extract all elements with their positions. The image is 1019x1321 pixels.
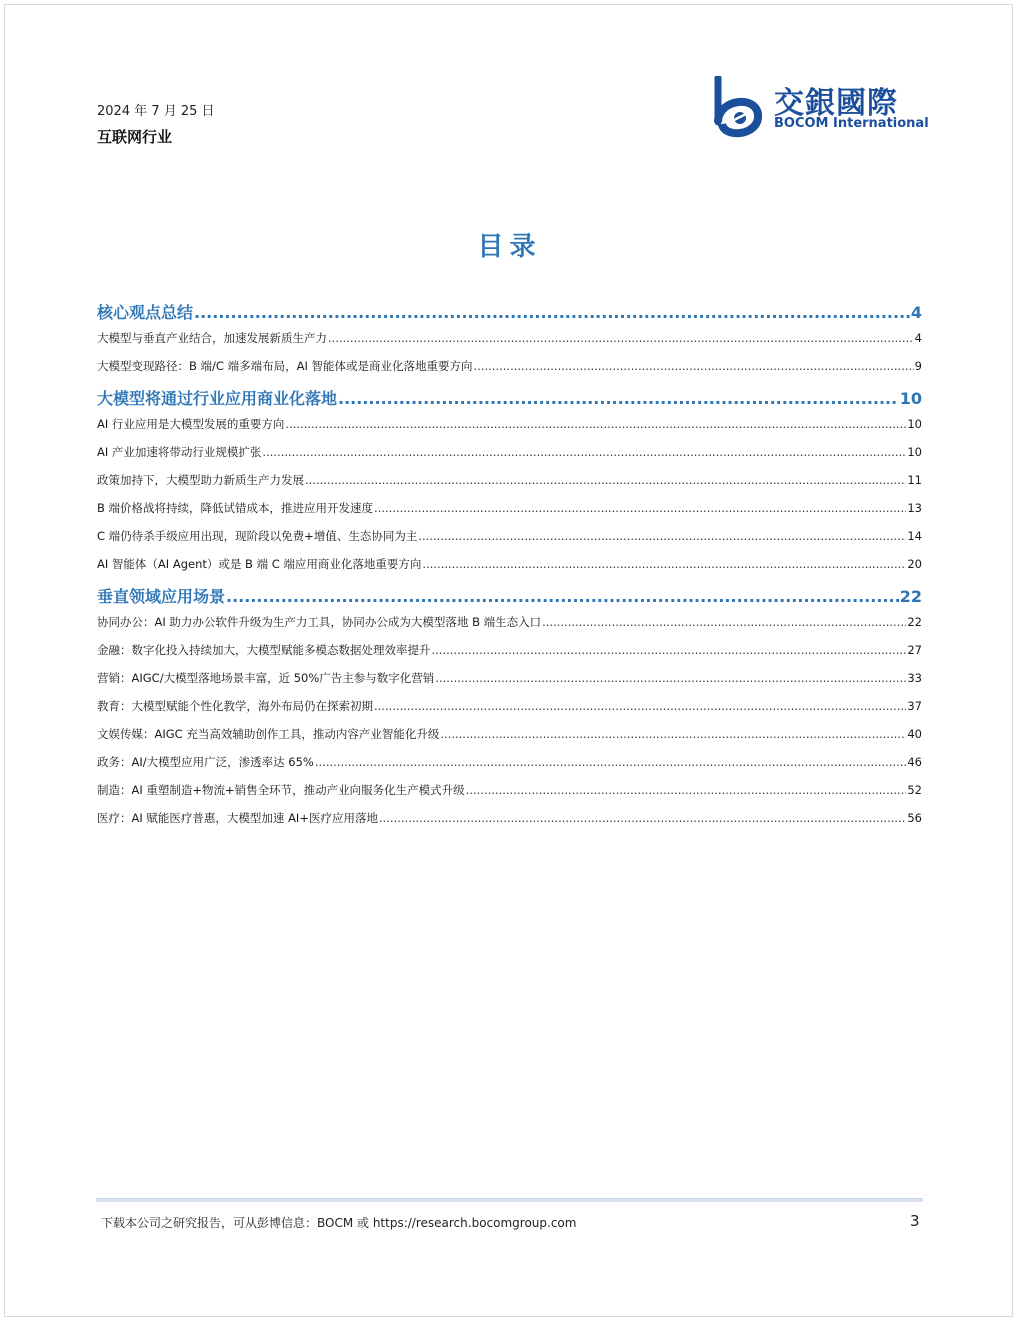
toc-leader-dots — [374, 699, 906, 713]
toc-leader-dots — [422, 557, 906, 571]
toc-entry-page: 4 — [914, 331, 922, 345]
toc-entry-page: 40 — [907, 727, 922, 741]
toc-leader-dots — [435, 671, 906, 685]
toc-entry-title: 垂直领域应用场景 — [97, 587, 226, 606]
toc-subsection-link[interactable] — [97, 614, 922, 642]
toc-entry-page: 46 — [907, 755, 922, 769]
toc-entry-title: 教育：大模型赋能个性化教学，海外布局仍在探索初期 — [97, 699, 373, 713]
toc-section-link[interactable] — [97, 386, 922, 416]
toc-entry-page: 10 — [907, 445, 922, 459]
toc-entry-page: 56 — [907, 811, 922, 825]
toc-entry-page: 13 — [907, 501, 922, 515]
toc-entry-title: 大模型变现路径：B 端/C 端多端布局，AI 智能体或是商业化落地重要方向 — [97, 359, 473, 373]
page-number: 3 — [910, 1212, 920, 1230]
bocom-logo — [712, 76, 929, 138]
toc-entry-page: 52 — [907, 783, 922, 797]
footer-download-note: 下载本公司之研究报告，可从彭博信息：BOCM 或 https://research.bocomgroup.com — [101, 1216, 577, 1230]
table-of-contents — [97, 300, 922, 838]
toc-leader-dots — [328, 331, 914, 345]
logo-chinese-text: 交銀國際 — [774, 86, 898, 121]
toc-entry-title: AI 智能体（AI Agent）或是 B 端 C 端应用商业化落地重要方向 — [97, 557, 422, 571]
toc-entry-title: 政策加持下，大模型助力新质生产力发展 — [97, 473, 304, 487]
toc-entry-page: 14 — [907, 529, 922, 543]
toc-leader-dots — [418, 529, 906, 543]
toc-entry-page: 27 — [907, 643, 922, 657]
toc-subsection-link[interactable] — [97, 472, 922, 500]
toc-entry-page: 9 — [914, 359, 922, 373]
toc-leader-dots — [262, 445, 906, 459]
bocom-logo-icon — [712, 76, 764, 138]
toc-leader-dots — [542, 615, 906, 629]
toc-leader-dots — [374, 501, 906, 515]
toc-subsection-link[interactable] — [97, 358, 922, 386]
toc-entry-title: 核心观点总结 — [97, 303, 194, 322]
toc-leader-dots — [226, 587, 899, 606]
toc-subsection-link[interactable] — [97, 698, 922, 726]
footer-divider — [96, 1198, 923, 1202]
toc-entry-title: 文娱传媒：AIGC 充当高效辅助创作工具，推动内容产业智能化升级 — [97, 727, 440, 741]
report-date: 2024 年 7 月 25 日 — [97, 104, 215, 119]
toc-subsection-link[interactable] — [97, 670, 922, 698]
toc-entry-title: 政务：AI/大模型应用广泛，渗透率达 65% — [97, 755, 314, 769]
toc-title: 目录 — [477, 232, 542, 262]
toc-leader-dots — [432, 643, 907, 657]
toc-entry-title: 大模型将通过行业应用商业化落地 — [97, 389, 338, 408]
toc-entry-title: 营销：AIGC/大模型落地场景丰富，近 50%广告主参与数字化营销 — [97, 671, 435, 685]
toc-entry-title: C 端仍待杀手级应用出现，现阶段以免费+增值、生态协同为主 — [97, 529, 418, 543]
toc-subsection-link[interactable] — [97, 642, 922, 670]
toc-leader-dots — [285, 417, 906, 431]
toc-leader-dots — [474, 359, 914, 373]
toc-entry-page: 22 — [899, 587, 922, 606]
toc-subsection-link[interactable] — [97, 810, 922, 838]
toc-subsection-link[interactable] — [97, 782, 922, 810]
toc-leader-dots — [315, 755, 907, 769]
toc-leader-dots — [305, 473, 906, 487]
toc-entry-title: 制造：AI 重塑制造+物流+销售全环节，推动产业向服务化生产模式升级 — [97, 783, 465, 797]
toc-section-link[interactable] — [97, 300, 922, 330]
toc-subsection-link[interactable] — [97, 330, 922, 358]
toc-subsection-link[interactable] — [97, 416, 922, 444]
toc-subsection-link[interactable] — [97, 500, 922, 528]
toc-entry-page: 20 — [907, 557, 922, 571]
toc-entry-page: 37 — [907, 699, 922, 713]
toc-subsection-link[interactable] — [97, 754, 922, 782]
toc-entry-page: 22 — [907, 615, 922, 629]
toc-subsection-link[interactable] — [97, 528, 922, 556]
toc-entry-title: 金融：数字化投入持续加大，大模型赋能多模态数据处理效率提升 — [97, 643, 431, 657]
toc-entry-page: 33 — [907, 671, 922, 685]
logo-english-text: BOCOM International — [774, 116, 929, 131]
toc-entry-page: 10 — [899, 389, 922, 408]
toc-leader-dots — [379, 811, 906, 825]
toc-entry-title: 协同办公：AI 助力办公软件升级为生产力工具，协同办公成为大模型落地 B 端生态入口 — [97, 615, 542, 629]
toc-subsection-link[interactable] — [97, 726, 922, 754]
toc-leader-dots — [466, 783, 907, 797]
toc-leader-dots — [338, 389, 899, 408]
toc-entry-page: 4 — [910, 303, 922, 322]
toc-entry-title: B 端价格战将持续，降低试错成本，推进应用开发速度 — [97, 501, 374, 515]
toc-entry-page: 10 — [907, 417, 922, 431]
toc-subsection-link[interactable] — [97, 444, 922, 472]
toc-leader-dots — [440, 727, 906, 741]
industry-label: 互联网行业 — [97, 128, 173, 146]
toc-section-link[interactable] — [97, 584, 922, 614]
toc-entry-title: AI 行业应用是大模型发展的重要方向 — [97, 417, 285, 431]
toc-subsection-link[interactable] — [97, 556, 922, 584]
toc-entry-title: 大模型与垂直产业结合，加速发展新质生产力 — [97, 331, 327, 345]
toc-leader-dots — [194, 303, 910, 322]
toc-entry-title: AI 产业加速将带动行业规模扩张 — [97, 445, 262, 459]
toc-entry-title: 医疗：AI 赋能医疗普惠，大模型加速 AI+医疗应用落地 — [97, 811, 378, 825]
toc-entry-page: 11 — [907, 473, 922, 487]
